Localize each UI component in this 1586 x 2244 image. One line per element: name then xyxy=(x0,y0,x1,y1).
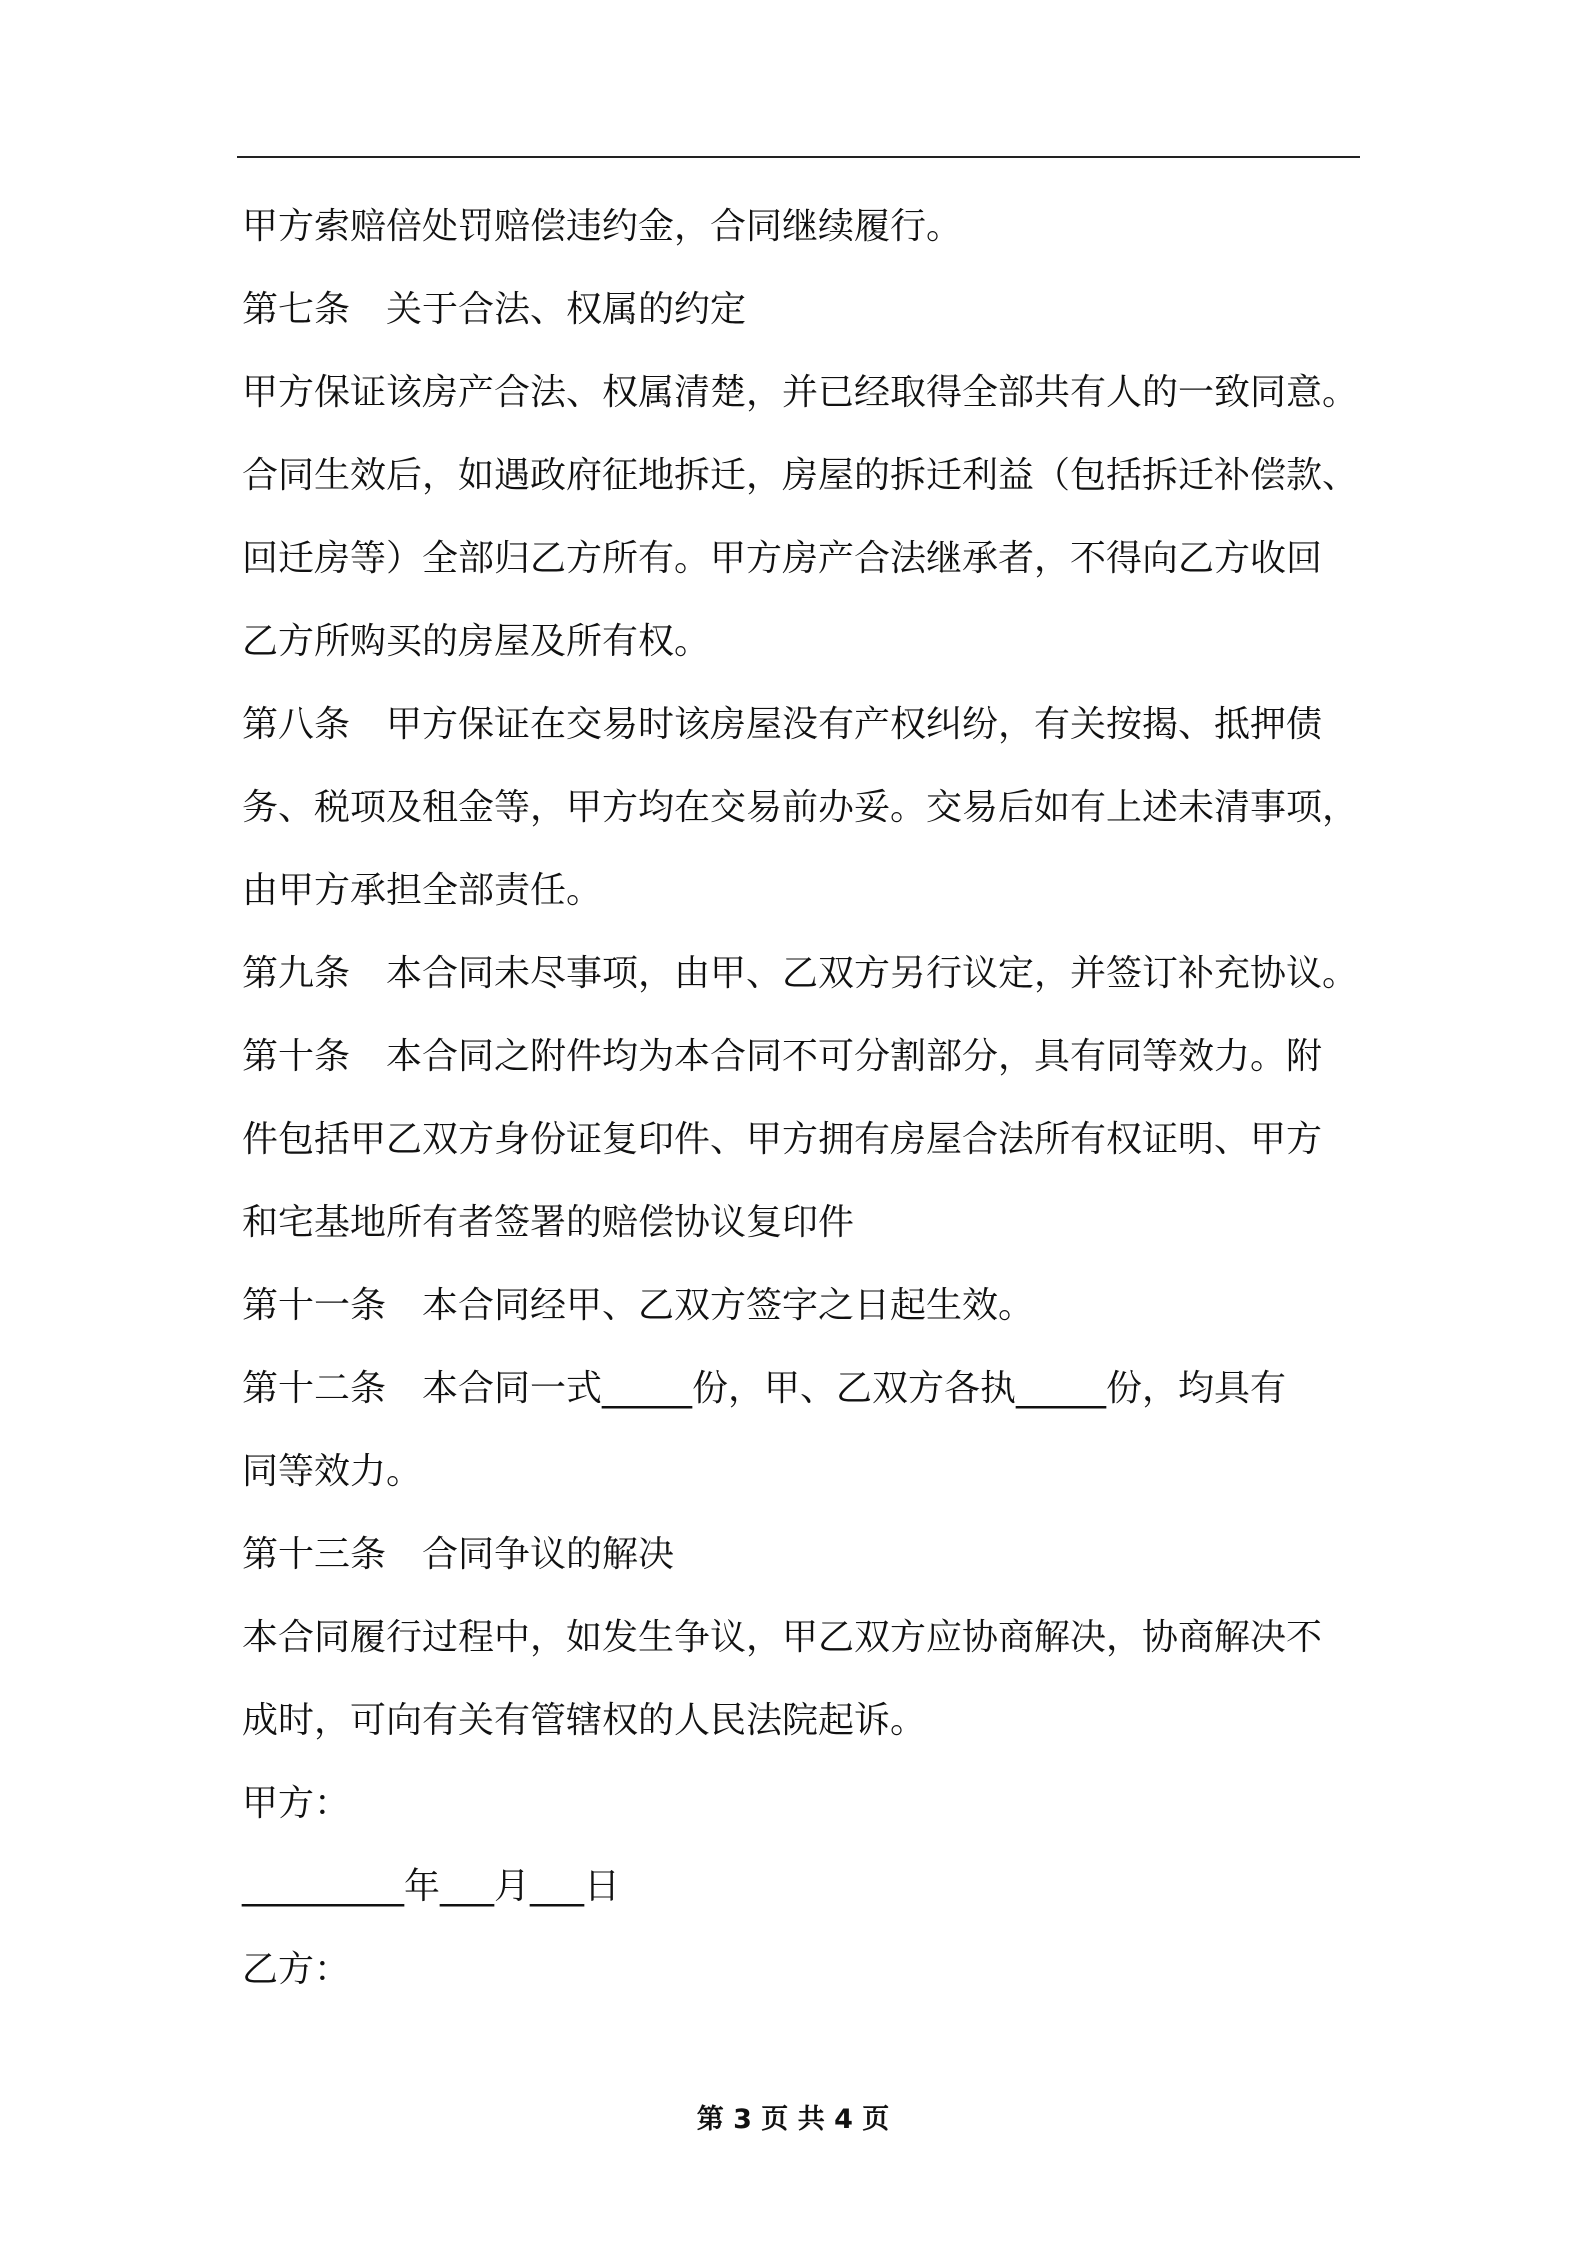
text-line: 回迁房等）全部归乙方所有。甲方房产合法继承者，不得向乙方收回 xyxy=(242,538,1323,579)
article-7-heading: 第七条 关于合法、权属的约定 xyxy=(242,289,747,330)
party-a-label: 甲方： xyxy=(242,1783,351,1824)
article-13-heading: 第十三条 合同争议的解决 xyxy=(242,1534,675,1575)
article-12-line: 第十二条 本合同一式_____份，甲、乙双方各执_____份，均具有 xyxy=(242,1368,1287,1409)
date-line: _________年___月___日 xyxy=(242,1866,620,1907)
text-line: 同等效力。 xyxy=(242,1451,423,1492)
text-line: 件包括甲乙双方身份证复印件、甲方拥有房屋合法所有权证明、甲方 xyxy=(242,1119,1323,1160)
article-10-line: 第十条 本合同之附件均为本合同不可分割部分，具有同等效力。附 xyxy=(242,1036,1323,1077)
header-rule xyxy=(237,156,1360,158)
text-line: 和宅基地所有者签署的赔偿协议复印件 xyxy=(242,1202,855,1243)
article-9-line: 第九条 本合同未尽事项，由甲、乙双方另行议定，并签订补充协议。 xyxy=(242,953,1359,994)
text-line: 甲方保证该房产合法、权属清楚，并已经取得全部共有人的一致同意。 xyxy=(242,372,1359,413)
text-line: 甲方索赔倍处罚赔偿违约金，合同继续履行。 xyxy=(242,206,963,247)
text-line: 成时，可向有关有管辖权的人民法院起诉。 xyxy=(242,1700,927,1741)
article-11-line: 第十一条 本合同经甲、乙双方签字之日起生效。 xyxy=(242,1285,1035,1326)
text-line: 由甲方承担全部责任。 xyxy=(242,870,603,911)
party-b-label: 乙方： xyxy=(242,1949,351,1990)
article-8-line: 第八条 甲方保证在交易时该房屋没有产权纠纷，有关按揭、抵押债 xyxy=(242,704,1323,745)
text-line: 务、税项及租金等，甲方均在交易前办妥。交易后如有上述未清事项， xyxy=(242,787,1359,828)
text-line: 合同生效后，如遇政府征地拆迁，房屋的拆迁利益（包括拆迁补偿款、 xyxy=(242,455,1359,496)
text-line: 本合同履行过程中，如发生争议，甲乙双方应协商解决，协商解决不 xyxy=(242,1617,1323,1658)
page-number-footer: 第 3 页 共 4 页 xyxy=(696,2104,890,2135)
text-line: 乙方所购买的房屋及所有权。 xyxy=(242,621,711,662)
